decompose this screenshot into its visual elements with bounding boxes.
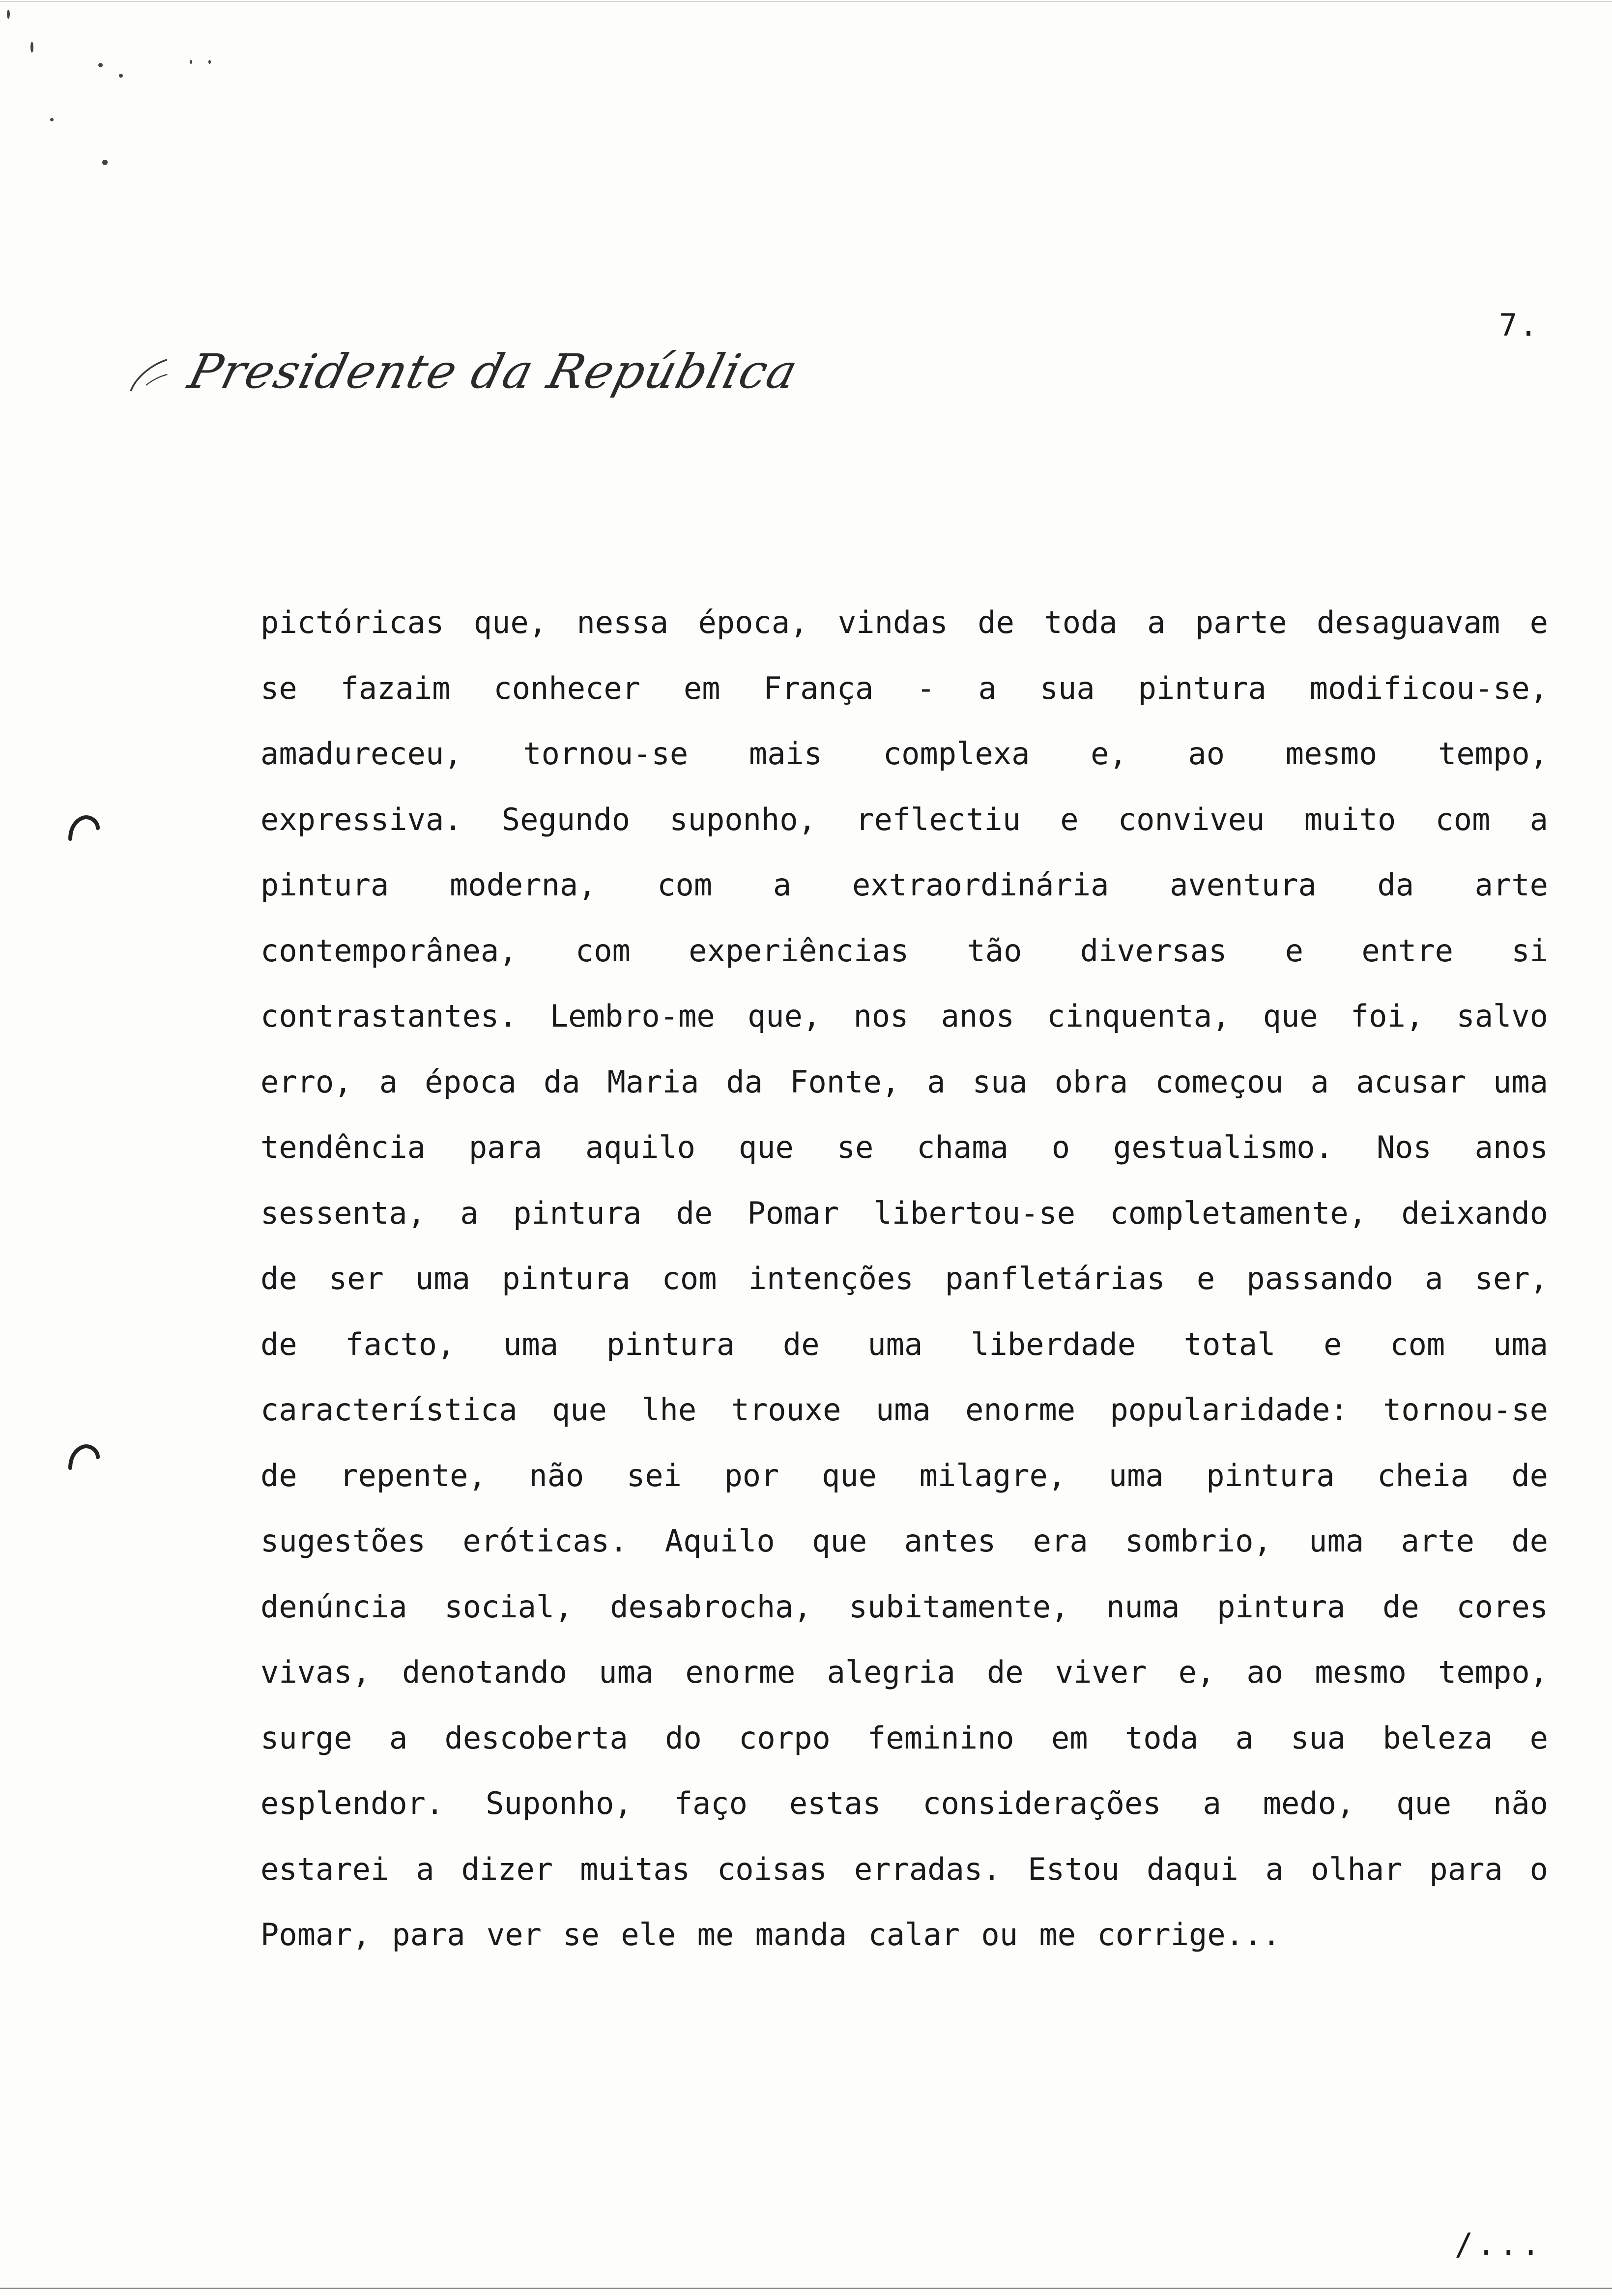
- scan-speck: [50, 118, 54, 121]
- text-line: expressiva. Segundo suponho, reflectiu e conviveu muito com a: [260, 801, 1548, 837]
- text-line: característica que lhe trouxe uma enorme popularidade: tornou-se: [260, 1392, 1548, 1428]
- text-line: de repente, não sei por que milagre, uma pintura cheia de: [260, 1457, 1548, 1493]
- text-line: denúncia social, desabrocha, subitamente, numa pintura de cores: [260, 1588, 1548, 1625]
- scan-speck: [102, 160, 108, 165]
- scan-edge-top: [0, 1, 1612, 2]
- scan-speck: [190, 60, 192, 64]
- scan-speck: [7, 10, 10, 19]
- scan-edge-bottom: [0, 2288, 1612, 2289]
- text-line: vivas, denotando uma enorme alegria de viver e, ao mesmo tempo,: [260, 1654, 1548, 1690]
- scan-speck: [119, 74, 123, 78]
- scan-speck: [208, 60, 211, 64]
- letterhead-text: Presidente da República: [183, 344, 804, 399]
- text-line: tendência para aquilo que se chama o gestualismo. Nos anos: [260, 1129, 1548, 1165]
- text-line: pintura moderna, com a extraordinária aventura da arte: [260, 867, 1548, 903]
- text-line: amadureceu, tornou-se mais complexa e, ao mesmo tempo,: [260, 736, 1548, 772]
- text-line: Pomar, para ver se ele me manda calar ou me corrige...: [260, 1917, 1281, 1952]
- continuation-mark: /...: [1455, 2226, 1544, 2262]
- text-line: contrastantes. Lembro-me que, nos anos cinquenta, que foi, salvo: [260, 998, 1548, 1034]
- text-line: erro, a época da Maria da Fonte, a sua obra começou a acusar uma: [260, 1063, 1548, 1100]
- text-line: se fazaim conhecer em França - a sua pintura modificou-se,: [260, 670, 1548, 706]
- text-line: de ser uma pintura com intenções panfletárias e passando a ser,: [260, 1261, 1548, 1296]
- text-line: surge a descoberta do corpo feminino em toda a sua beleza e: [260, 1720, 1548, 1756]
- punch-hole-mark: [66, 1442, 101, 1472]
- text-line: contemporânea, com experiências tão diversas e entre si: [260, 932, 1548, 969]
- scan-speck: [30, 42, 33, 53]
- punch-hole-mark: [66, 813, 101, 843]
- text-line: pictóricas que, nessa época, vindas de toda a parte desaguavam e: [260, 604, 1548, 640]
- text-line: esplendor. Suponho, faço estas considerações a medo, que não: [260, 1785, 1548, 1821]
- page-number: 7.: [1499, 307, 1540, 343]
- scan-speck: [98, 63, 103, 67]
- text-line: sugestões eróticas. Aquilo que antes era sombrio, uma arte de: [260, 1523, 1548, 1559]
- letterhead-title: [123, 344, 804, 399]
- body-paragraph: [260, 590, 1548, 1968]
- text-line: sessenta, a pintura de Pomar libertou-se completamente, deixando: [260, 1195, 1548, 1231]
- text-line: de facto, uma pintura de uma liberdade total e com uma: [260, 1326, 1548, 1362]
- letterhead-flourish: [124, 356, 178, 395]
- text-line: estarei a dizer muitas coisas erradas. Estou daqui a olhar para o: [260, 1851, 1548, 1887]
